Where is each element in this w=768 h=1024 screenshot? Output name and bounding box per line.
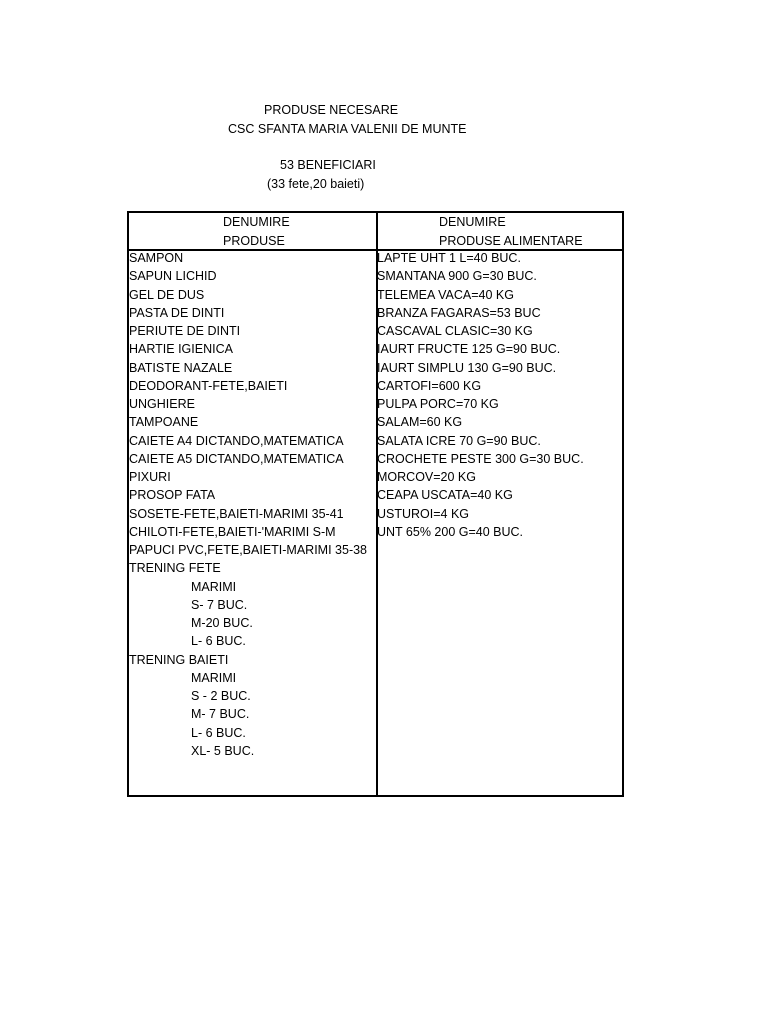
list-item: CHILOTI-FETE,BAIETI-'MARIMI S-M xyxy=(129,524,336,539)
list-item: CASCAVAL CLASIC=30 KG xyxy=(377,324,533,338)
list-item: MARIMI xyxy=(191,670,237,685)
list-item: MARIMI xyxy=(191,579,237,594)
list-item: SMANTANA 900 G=30 BUC. xyxy=(377,269,537,284)
list-item: IAURT SIMPLU 130 G=90 BUC. xyxy=(377,360,557,375)
list-item: TRENING FETE xyxy=(129,561,221,576)
list-item: CROCHETE PESTE 300 G=30 BUC. xyxy=(377,451,584,466)
right-header-line: DENUMIRE xyxy=(439,215,506,229)
list-item: PAPUCI PVC,FETE,BAIETI-MARIMI 35-38 xyxy=(129,543,368,557)
food-products-list xyxy=(377,249,584,541)
right-column-header xyxy=(439,213,583,250)
list-item: GEL DE DUS xyxy=(129,287,205,302)
list-item: LAPTE UHT 1 L=40 BUC. xyxy=(377,251,521,265)
beneficiaries-split: (33 fete,20 baieti) xyxy=(267,177,365,191)
list-item: XL- 5 BUC. xyxy=(191,743,255,758)
list-item: SOSETE-FETE,BAIETI-MARIMI 35-41 xyxy=(129,506,344,521)
list-item: BATISTE NAZALE xyxy=(129,360,233,375)
list-item: SAMPON xyxy=(129,251,184,265)
list-item: M-20 BUC. xyxy=(191,616,253,630)
list-item: PASTA DE DINTI xyxy=(129,305,225,320)
list-item: SALAM=60 KG xyxy=(377,415,463,430)
left-header-line: PRODUSE xyxy=(223,233,285,248)
list-item: UNT 65% 200 G=40 BUC. xyxy=(377,524,524,539)
list-item: USTUROI=4 KG xyxy=(377,506,470,521)
list-item: TRENING BAIETI xyxy=(129,652,229,667)
list-item: CEAPA USCATA=40 KG xyxy=(377,488,513,503)
document-title: PRODUSE NECESARE xyxy=(264,103,399,117)
list-item: SAPUN LICHID xyxy=(129,269,217,284)
list-item: PROSOP FATA xyxy=(129,488,216,503)
beneficiaries-count: 53 BENEFICIARI xyxy=(280,158,376,172)
list-item: TELEMEA VACA=40 KG xyxy=(377,287,514,302)
list-item: PERIUTE DE DINTI xyxy=(129,324,241,338)
list-item: MORCOV=20 KG xyxy=(377,470,476,484)
list-item: CARTOFI=600 KG xyxy=(377,378,482,393)
list-item: M- 7 BUC. xyxy=(191,707,250,722)
list-item: UNGHIERE xyxy=(129,397,195,411)
list-item: L- 6 BUC. xyxy=(191,634,246,649)
list-item: PIXURI xyxy=(129,470,171,484)
list-item: L- 6 BUC. xyxy=(191,725,246,740)
list-item: BRANZA FAGARAS=53 BUC xyxy=(377,305,541,320)
list-item: PULPA PORC=70 KG xyxy=(377,397,499,411)
list-item: S - 2 BUC. xyxy=(191,689,251,703)
list-item: CAIETE A5 DICTANDO,MATEMATICA xyxy=(129,451,344,466)
list-item: DEODORANT-FETE,BAIETI xyxy=(129,378,288,393)
list-item: CAIETE A4 DICTANDO,MATEMATICA xyxy=(129,433,344,448)
list-item: S- 7 BUC. xyxy=(191,597,248,612)
list-item: IAURT FRUCTE 125 G=90 BUC. xyxy=(377,342,561,357)
list-item: SALATA ICRE 70 G=90 BUC. xyxy=(377,433,541,448)
list-item: TAMPOANE xyxy=(129,415,199,430)
right-header-line: PRODUSE ALIMENTARE xyxy=(439,233,583,248)
left-column-header xyxy=(223,213,290,250)
document-subtitle: CSC SFANTA MARIA VALENII DE MUNTE xyxy=(228,122,467,136)
non-food-products-list xyxy=(129,249,367,760)
left-header-line: DENUMIRE xyxy=(223,215,290,229)
products-table xyxy=(127,211,624,797)
list-item: HARTIE IGIENICA xyxy=(129,342,233,357)
